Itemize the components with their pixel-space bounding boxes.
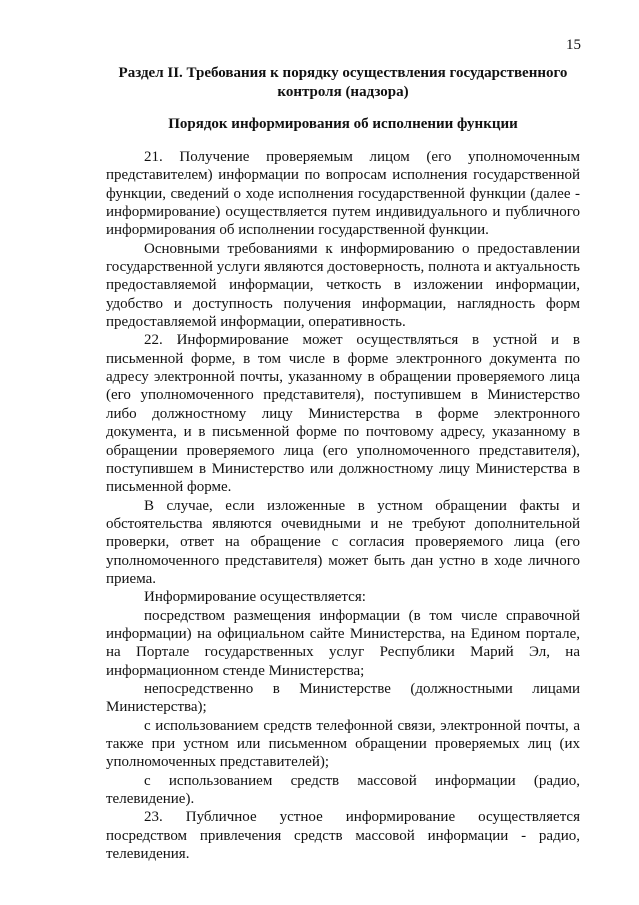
paragraph-oral-answer: В случае, если изложенные в устном обращении факты и обстоятельства являются очевидными и не требуют дополнительной проверки, ответ на обращение с согласия проверяемого лица (его уполномоченного представителя) может быть дан устно в ходе личного приема. <box>106 497 580 587</box>
list-item-website: посредством размещения информации (в том числе справочной информации) на официальном сайте Министерства, на Едином портале, на Портале государственных услуг Республики Марий Эл, на информационном стенде Министерства; <box>106 607 580 679</box>
paragraph-informing-intro: Информирование осуществляется: <box>144 589 366 606</box>
paragraph-21: 21. Получение проверяемым лицом (его уполномоченным представителем) информации по вопросам исполнения государственной функции, сведений о ходе исполнения государственной функции (далее - информирование) осуществляется путем индивидуального и публичного информирования об исполнении государственной функции. <box>106 149 580 239</box>
list-item-mass-media: с использованием средств массовой информации (радио, телевидение). <box>106 772 580 808</box>
list-item-ministry: непосредственно в Министерстве (должностными лицами Министерства); <box>106 680 580 716</box>
paragraph-23: 23. Публичное устное информирование осуществляется посредством привлечения средств массовой информации - радио, телевидения. <box>106 809 580 863</box>
sub-heading: Порядок информирования об исполнении функции <box>168 116 518 132</box>
paragraph-22: 22. Информирование может осуществляться в устной и в письменной форме, в том числе в форме электронного документа по адресу электронной почты, указанному в обращении проверяемого лица (его уполномоченного представителя), поступившем в Министерство либо должностному лицу Министерства в форме электронного документа, и в письменной форме по почтовому адресу, указанному в обращении проверяемого лица (его уполномоченного представителя), поступившем в Министерство или должностному лицу Министерства в письменной форме. <box>106 332 580 496</box>
paragraph-requirements: Основными требованиями к информированию о предоставлении государственной услуги являются достоверность, полнота и актуальность предоставляемой информации, четкость в изложении информации, удобство и доступность получения информации, наглядность форм предоставляемой информации, оперативность. <box>106 240 580 331</box>
list-item-phone-email: с использованием средств телефонной связи, электронной почты, а также при устном или письменном обращении проверяемых лиц (их уполномоченных представителей); <box>106 717 580 771</box>
section-heading: Раздел II. Требования к порядку осуществления государственного контроля (надзора) <box>118 65 568 100</box>
body-text <box>106 148 580 863</box>
page-number: 15 <box>566 37 581 53</box>
